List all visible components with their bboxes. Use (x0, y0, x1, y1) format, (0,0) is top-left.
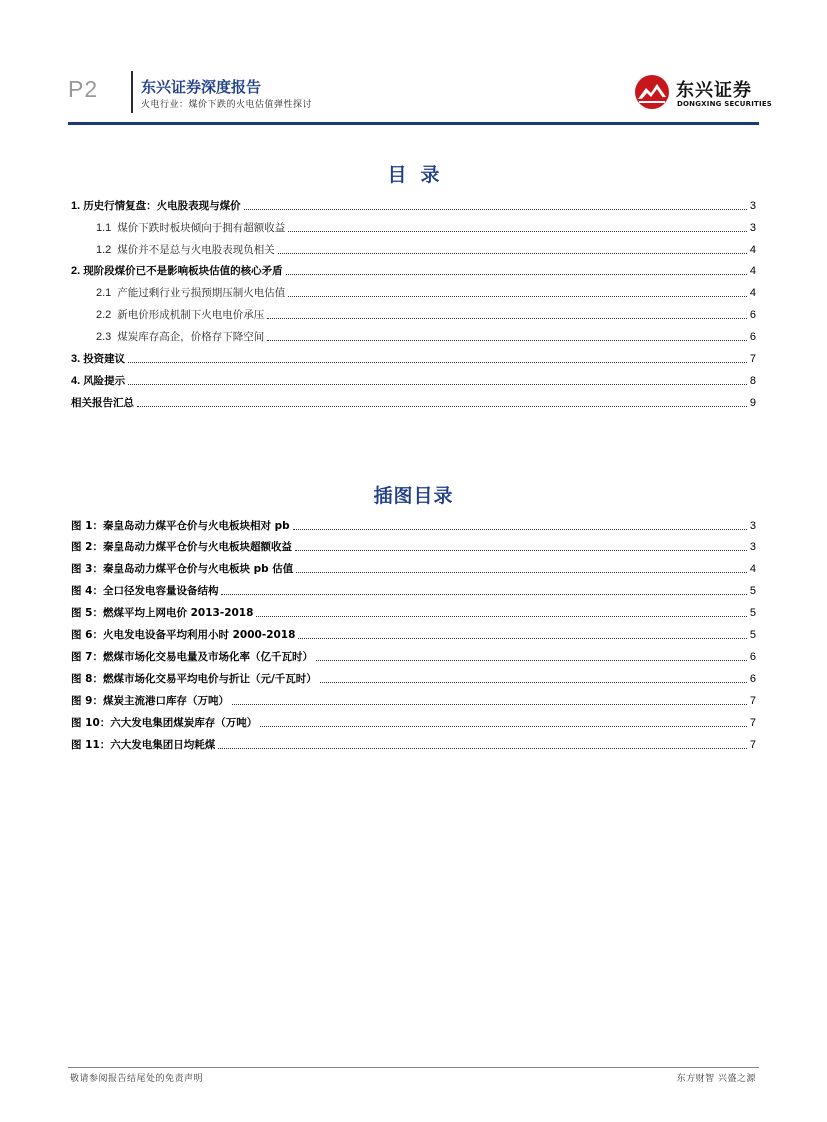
dot-leader (278, 253, 747, 254)
figure-entry[interactable] (71, 626, 756, 642)
dot-leader (296, 572, 747, 573)
toc-entry-label: 新电价形成机制下火电电价承压 (117, 309, 265, 321)
report-title: 东兴证券深度报告 (141, 78, 262, 96)
toc-entry-page: 3 (749, 200, 756, 212)
figure-entry[interactable] (71, 670, 756, 686)
figure-entry-label: 图 5：燃煤平均上网电价 2013-2018 (71, 607, 254, 619)
toc-entry[interactable] (71, 394, 756, 410)
toc-entry-label: 现阶段煤价已不是影响板块估值的核心矛盾 (83, 265, 283, 277)
dot-leader (244, 209, 747, 210)
brand-name-en: DONGXING SECURITIES (677, 100, 773, 108)
figure-entry-page: 7 (749, 739, 756, 751)
dot-leader (298, 638, 746, 639)
dot-leader (286, 274, 747, 275)
figure-entry-page: 7 (749, 695, 756, 707)
dot-leader (221, 594, 746, 595)
brand-name: 东兴证券 (676, 80, 752, 101)
footer-disclaimer: 敬请参阅报告结尾处的免责声明 (70, 1074, 204, 1084)
dot-leader (316, 660, 747, 661)
toc-entry-number: 3. (71, 353, 81, 365)
toc-entry-page: 6 (749, 331, 756, 343)
toc-title: 目录 (387, 164, 454, 186)
toc-entry-label: 煤价下跌时板块倾向于拥有超额收益 (117, 222, 286, 234)
dot-leader (137, 406, 747, 407)
dongxing-logo-icon (632, 73, 672, 111)
dot-leader (295, 550, 747, 551)
toc-entry[interactable] (96, 306, 756, 322)
dot-leader (288, 231, 747, 232)
dot-leader (218, 748, 747, 749)
toc-entry-page: 4 (749, 287, 756, 299)
header-rule (68, 122, 759, 125)
toc-entry-number: 2. (71, 265, 81, 277)
toc-entry[interactable] (96, 328, 756, 344)
toc-entry-number: 1.2 (96, 244, 112, 256)
figure-entry[interactable] (71, 538, 756, 554)
footer-slogan: 东方财智 兴盛之源 (676, 1074, 756, 1084)
toc-entry[interactable] (71, 350, 756, 366)
figure-entry-label: 图 11：六大发电集团日均耗煤 (71, 739, 216, 751)
header-divider (131, 71, 133, 113)
toc-entry-number: 1.1 (96, 222, 112, 234)
figure-entry-label: 图 6：火电发电设备平均利用小时 2000-2018 (71, 629, 296, 641)
figure-entry-label: 图 9：煤炭主流港口库存（万吨） (71, 695, 229, 707)
toc-entry-number: 2.3 (96, 331, 112, 343)
toc-entry-number: 2.1 (96, 287, 112, 299)
dot-leader (288, 296, 747, 297)
dot-leader (260, 726, 747, 727)
figure-entry-page: 5 (749, 585, 756, 597)
dot-leader (128, 384, 747, 385)
dot-leader (256, 616, 746, 617)
dot-leader (128, 362, 747, 363)
figure-entry-label: 图 10：六大发电集团煤炭库存（万吨） (71, 717, 258, 729)
toc-entry-page: 3 (749, 222, 756, 234)
figure-list-title: 插图目录 (373, 485, 454, 507)
toc-entry-label: 产能过剩行业亏损预期压制火电估值 (117, 287, 286, 299)
figure-entry-label: 图 8：燃煤市场化交易平均电价与折让（元/千瓦时） (71, 673, 317, 685)
toc-entry-page: 8 (749, 375, 756, 387)
footer-rule (68, 1067, 759, 1068)
figure-entry-page: 6 (749, 673, 756, 685)
toc-entry-page: 7 (749, 353, 756, 365)
toc-entry-number: 2.2 (96, 309, 112, 321)
toc-entry[interactable] (71, 372, 756, 388)
figure-entry[interactable] (71, 517, 756, 533)
toc-entry-label: 历史行情复盘：火电股表现与煤价 (83, 200, 241, 212)
toc-entry[interactable] (96, 284, 756, 300)
toc-entry-label: 相关报告汇总 (71, 397, 134, 409)
toc-entry-page: 6 (749, 309, 756, 321)
toc-entry[interactable] (96, 241, 756, 257)
figure-entry[interactable] (71, 560, 756, 576)
dot-leader (293, 529, 747, 530)
figure-entry-label: 图 3：秦皇岛动力煤平仓价与火电板块 pb 估值 (71, 563, 294, 575)
toc-entry-number: 1. (71, 200, 81, 212)
toc-entry[interactable] (71, 197, 756, 213)
page-number: P2 (68, 76, 99, 102)
toc-entry-page: 9 (749, 397, 756, 409)
dot-leader (320, 682, 747, 683)
figure-entry-label: 图 4：全口径发电容量设备结构 (71, 585, 219, 597)
toc-entry[interactable] (71, 262, 756, 278)
report-subtitle: 火电行业：煤价下跌的火电估值弹性探讨 (141, 100, 313, 110)
figure-entry[interactable] (71, 604, 756, 620)
figure-entry-page: 5 (749, 607, 756, 619)
toc-entry-label: 投资建议 (83, 353, 126, 365)
figure-entry-page: 5 (749, 629, 756, 641)
toc-entry[interactable] (96, 219, 756, 235)
toc-entry-page: 4 (749, 265, 756, 277)
toc-entry-label: 煤价并不是总与火电股表现负相关 (117, 244, 275, 256)
dot-leader (267, 340, 747, 341)
figure-entry-page: 6 (749, 651, 756, 663)
figure-entry-label: 图 7：燃煤市场化交易电量及市场化率（亿千瓦时） (71, 651, 313, 663)
figure-entry[interactable] (71, 582, 756, 598)
figure-entry-page: 3 (749, 520, 756, 532)
figure-entry[interactable] (71, 714, 756, 730)
toc-entry-number: 4. (71, 375, 81, 387)
toc-entry-page: 4 (749, 244, 756, 256)
toc-entry-label: 煤炭库存高企，价格存下降空间 (117, 331, 265, 343)
dot-leader (267, 318, 747, 319)
dot-leader (232, 704, 747, 705)
figure-entry-page: 4 (749, 563, 756, 575)
figure-entry-page: 7 (749, 717, 756, 729)
figure-entry[interactable] (71, 736, 756, 752)
figure-entry[interactable] (71, 648, 756, 664)
figure-entry-label: 图 1：秦皇岛动力煤平仓价与火电板块相对 pb (71, 520, 290, 532)
toc-entry-label: 风险提示 (83, 375, 126, 387)
figure-entry[interactable] (71, 692, 756, 708)
figure-entry-page: 3 (749, 541, 756, 553)
figure-entry-label: 图 2：秦皇岛动力煤平仓价与火电板块超额收益 (71, 541, 292, 553)
